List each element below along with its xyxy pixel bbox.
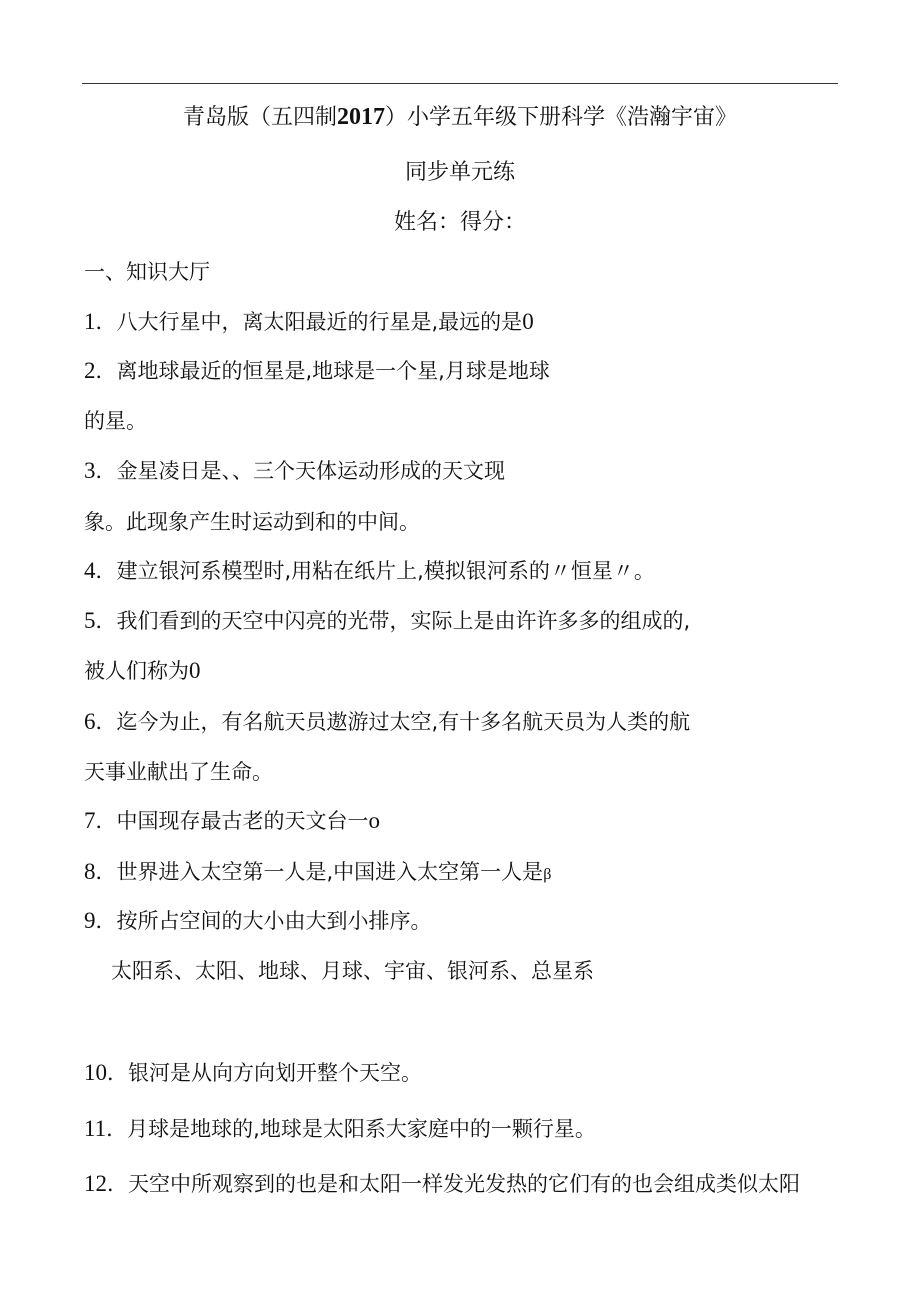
document-subtitle: 同步单元练: [404, 160, 515, 185]
question-number: 7: [84, 808, 96, 833]
question-number: 11: [84, 1116, 107, 1141]
question-5: [84, 605, 690, 635]
question-number: 10: [84, 1060, 107, 1085]
question-number: 5: [84, 608, 96, 633]
question-4: [84, 555, 655, 585]
question-number: 2: [84, 358, 96, 383]
question-text: ．月球是地球的,地球是太阳系大家庭中的一颗行星。: [106, 1117, 596, 1141]
question-2: [84, 355, 550, 385]
title-year: 2017: [337, 104, 385, 130]
question-number: 8: [84, 859, 96, 884]
question-9: [84, 905, 432, 935]
question-text: ．中国现存最古老的天文台一: [95, 809, 369, 833]
question-8: [84, 856, 551, 886]
document-title: [0, 100, 920, 131]
title-part2: ）小学五年级下册科学《浩瀚宇宙》: [385, 105, 738, 130]
question-9-items: 太阳系、太阳、地球、月球、宇宙、银河系、总星系: [111, 959, 594, 983]
question-text: ．我们看到的天空中闪亮的光带，实际上是由许许多多的组成的,: [95, 609, 691, 633]
question-text: ．银河是从向方向划开整个天空。: [107, 1061, 422, 1085]
question-text: 被人们称为: [84, 659, 189, 683]
question-number: 4: [84, 558, 96, 583]
question-12: [84, 1168, 800, 1198]
question-number: 12: [84, 1171, 107, 1196]
question-number: 3: [84, 458, 96, 483]
question-tail: β: [543, 866, 552, 883]
question-text: ．八大行星中，离太阳最近的行星是,最远的是: [95, 310, 523, 334]
question-3-continued: 象。此现象产生时运动到和的中间。: [84, 510, 420, 534]
question-text: ．天空中所观察到的也是和太阳一样发光发热的它们有的也会组成类似太阳: [107, 1172, 800, 1196]
question-6: [84, 706, 690, 736]
section-heading: 一、知识大厅: [84, 260, 210, 284]
question-5-continued: [84, 655, 201, 685]
question-3: [84, 455, 505, 485]
question-10: [84, 1057, 422, 1087]
question-text: ．按所占空间的大小由大到小排序。: [95, 909, 432, 933]
title-part1: 青岛版（五四制: [182, 105, 337, 130]
question-text: ．离地球最近的恒星是,地球是一个星,月球是地球: [95, 359, 550, 383]
question-number: 1: [84, 309, 96, 334]
question-11: [84, 1113, 596, 1143]
name-score-line: 姓名：得分：: [393, 210, 526, 235]
question-text: ．世界进入太空第一人是,中国进入太空第一人是: [95, 860, 544, 884]
question-text: ．建立银河系模型时,用粘在纸片上,模拟银河系的〃恒星〃。: [95, 559, 655, 583]
question-text: ．金星凌日是、、三个天体运动形成的天文现: [95, 459, 505, 483]
question-2-continued: 的星。: [84, 409, 147, 433]
question-tail: 0: [522, 309, 534, 334]
question-tail: o: [368, 808, 380, 833]
question-1: [84, 306, 534, 336]
question-7: [84, 805, 380, 835]
question-tail: 0: [189, 658, 201, 683]
top-rule: [82, 83, 838, 84]
question-6-continued: 天事业献出了生命。: [84, 760, 273, 784]
question-text: ．迄今为止，有名航天员遨游过太空,有十多名航天员为人类的航: [95, 710, 691, 734]
question-number: 9: [84, 908, 96, 933]
question-number: 6: [84, 709, 96, 734]
